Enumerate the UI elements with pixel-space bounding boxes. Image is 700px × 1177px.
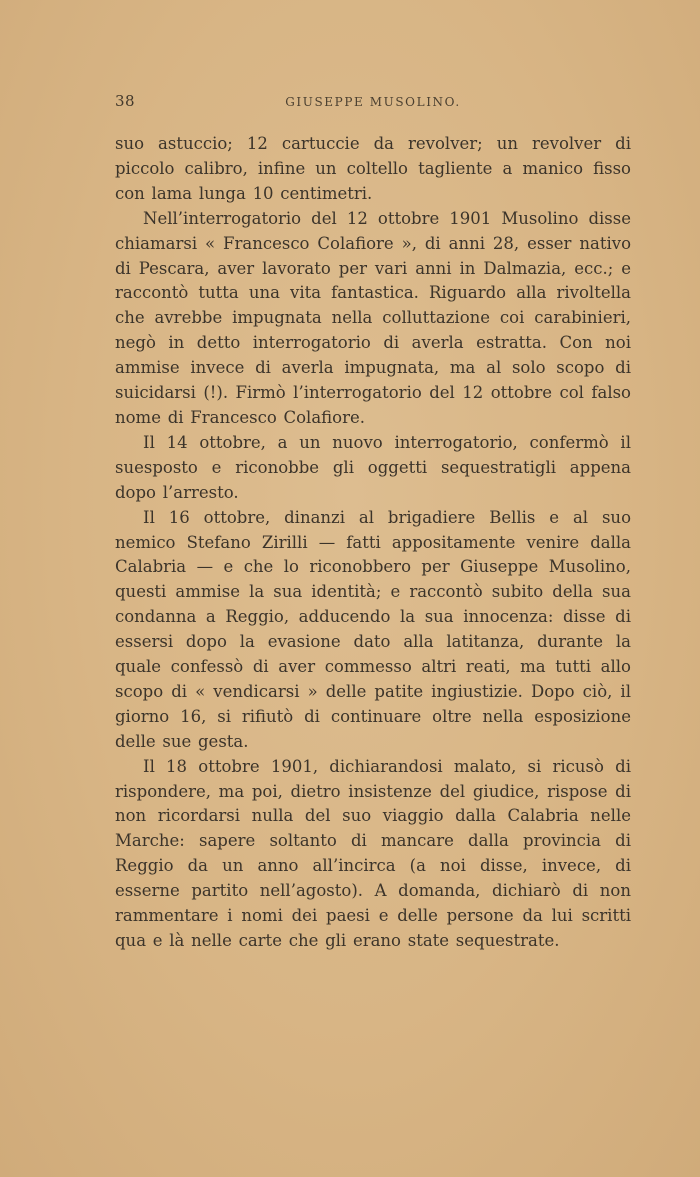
paragraph: Il 14 ottobre, a un nuovo interrogatorio, confermò il suesposto e riconobbe gli oggetti sequestratigli appena dopo l’arresto. bbox=[115, 432, 631, 502]
paragraph: Nell’interrogatorio del 12 ottobre 1901 Musolino disse chiamarsi « Francesco Colafiore », di anni 28, esser nativo di Pescara, aver lavorato per vari anni in Dalmazia, ecc.; e raccontò tutta una vita fantastica. Riguardo alla rivoltella che avrebbe impugnata nella colluttazione coi carabinieri, negò in detto interrogatorio di averla estratta. Con noi ammise invece di averla impugnata, ma al solo scopo di suicidarsi (!). Firmò l’interrogatorio del 12 ottobre col falso nome di Francesco Colafiore. bbox=[115, 208, 631, 427]
paragraph: suo astuccio; 12 cartuccie da revolver; un revolver di piccolo calibro, infine un coltello tagliente a manico fisso con lama lunga 10 centimetri. bbox=[115, 134, 631, 203]
running-header: GIUSEPPE MUSOLINO. bbox=[285, 95, 461, 109]
paragraph: Il 16 ottobre, dinanzi al brigadiere Bellis e al suo nemico Stefano Zirilli — fatti appositamente venire dalla Calabria — e che lo riconobbero per Giuseppe Musolino, questi ammise la sua identità; e raccontò subito della sua condanna a Reggio, adducendo la sua innocenza: disse di essersi dopo la evasione dato alla latitanza, durante la quale confessò di aver commesso altri reati, ma tutti allo scopo di « vendicarsi » delle patite ingiustizie. Dopo ciò, il giorno 16, si rifiutò di continuare oltre nella esposizione delle sue gesta. bbox=[115, 507, 631, 751]
body-text bbox=[115, 132, 631, 954]
paragraph: Il 18 ottobre 1901, dichiarandosi malato, si ricusò di rispondere, ma poi, dietro insistenze del giudice, rispose di non ricordarsi nulla del suo viaggio dalla Calabria nelle Marche: sapere soltanto di mancare dalla provincia di Reggio da un anno all’incirca (a noi disse, invece, di esserne partito nell’agosto). A domanda, dichiarò di non rammentare i nomi dei paesi e delle persone da lui scritti qua e là nelle carte che gli erano state sequestrate. bbox=[115, 756, 631, 950]
page-header bbox=[115, 92, 631, 114]
page-number: 38 bbox=[115, 92, 136, 110]
